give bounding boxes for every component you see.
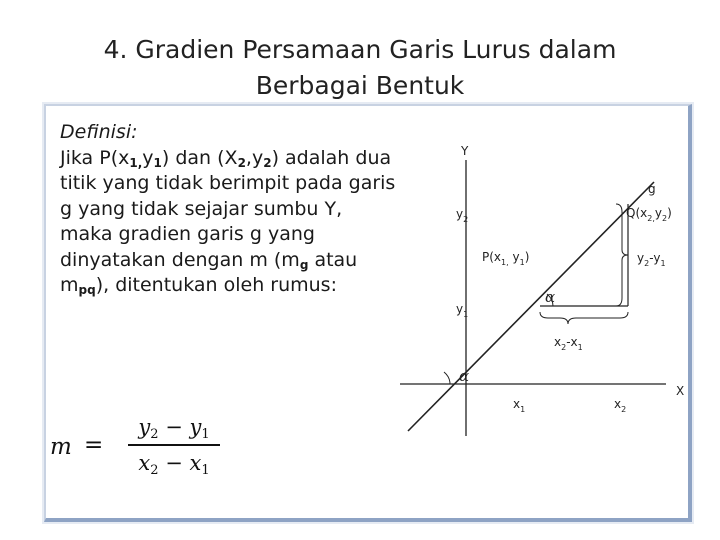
rise-sub-1: 2 [644,259,650,268]
def-text-7: ), ditentukan oleh rumus: [95,274,337,296]
label-run [554,335,583,352]
label-point-p [482,250,529,267]
p-text-1: P(x [482,250,502,264]
num-y1-sub: 1 [201,427,210,442]
den-x2: x [138,450,151,475]
x1-text: x [513,397,521,411]
y2-text: y [456,207,464,221]
label-axis-y: Y [461,144,469,158]
run-text-1: x [554,335,562,349]
y2-sub: 2 [463,215,469,224]
definition-heading: Definisi: [60,121,138,143]
p-text-2: y [508,250,520,264]
x2-sub: 2 [621,405,627,414]
den-x1-sub: 1 [201,462,210,478]
angle-arc-bottom [444,372,450,384]
rise-text-2: -y [649,251,661,265]
def-sub-3: 2 [237,155,246,170]
label-alpha-top: α [545,288,556,306]
num-y2-sub: 2 [150,427,159,442]
q-text-2: y [654,206,662,220]
label-point-q [626,206,672,223]
run-text-2: -x [566,335,578,349]
title-line-1: 4. Gradien Persamaan Garis Lurus dalam [103,35,617,64]
label-axis-x: X [676,384,685,398]
def-text-2: y [142,146,154,169]
p-sub-1: 1, [501,258,509,267]
y1-sub: 1 [463,310,469,319]
def-text-6: atau m [60,248,358,296]
brace-x2-x1 [540,312,628,324]
den-x1: x [189,450,202,475]
q-sub-2: 2 [661,214,668,223]
def-text-5: ) adalah dua titik yang tidak berimpit pada garis g yang tidak sejajar sumbu Y, maka gradien garis g yang dinyatakan dengan m (m [60,146,396,271]
label-x1 [513,397,525,414]
label-rise [637,251,666,268]
def-text-4: ,y [245,146,264,169]
def-sub-1: 1, [129,155,143,170]
q-sub-1: 2, [647,214,655,223]
p-text-3: ) [524,250,530,264]
def-text-3: ) dan (X [161,146,238,169]
q-text-3: ) [667,206,672,220]
rise-sub-2: 1 [660,259,666,268]
label-x2 [614,397,626,414]
def-text-1: Jika P(x [60,146,130,169]
rise-text-1: y [637,251,645,265]
y1-text: y [456,302,464,316]
den-minus: − [158,450,190,475]
formula-m: m [50,434,72,460]
def-sub-6: pq [78,283,96,297]
run-sub-1: 2 [561,343,567,352]
num-y2: y [138,415,151,439]
num-minus: − [158,415,190,439]
def-sub-4: 2 [263,155,272,170]
p-sub-2: 1 [519,258,525,267]
den-x2-sub: 2 [150,462,159,478]
num-y1: y [189,415,202,439]
q-text-1: Q(x [626,206,648,220]
title-line-2: Berbagai Bentuk [255,71,465,100]
formula-equals: = [84,432,104,458]
x2-text: x [614,397,622,411]
x1-sub: 1 [520,405,526,414]
def-sub-2: 1 [153,155,162,170]
label-line-g: g [648,182,656,196]
def-sub-5: g [299,257,309,272]
run-sub-2: 1 [577,343,583,352]
label-alpha-bottom: α [459,367,470,385]
